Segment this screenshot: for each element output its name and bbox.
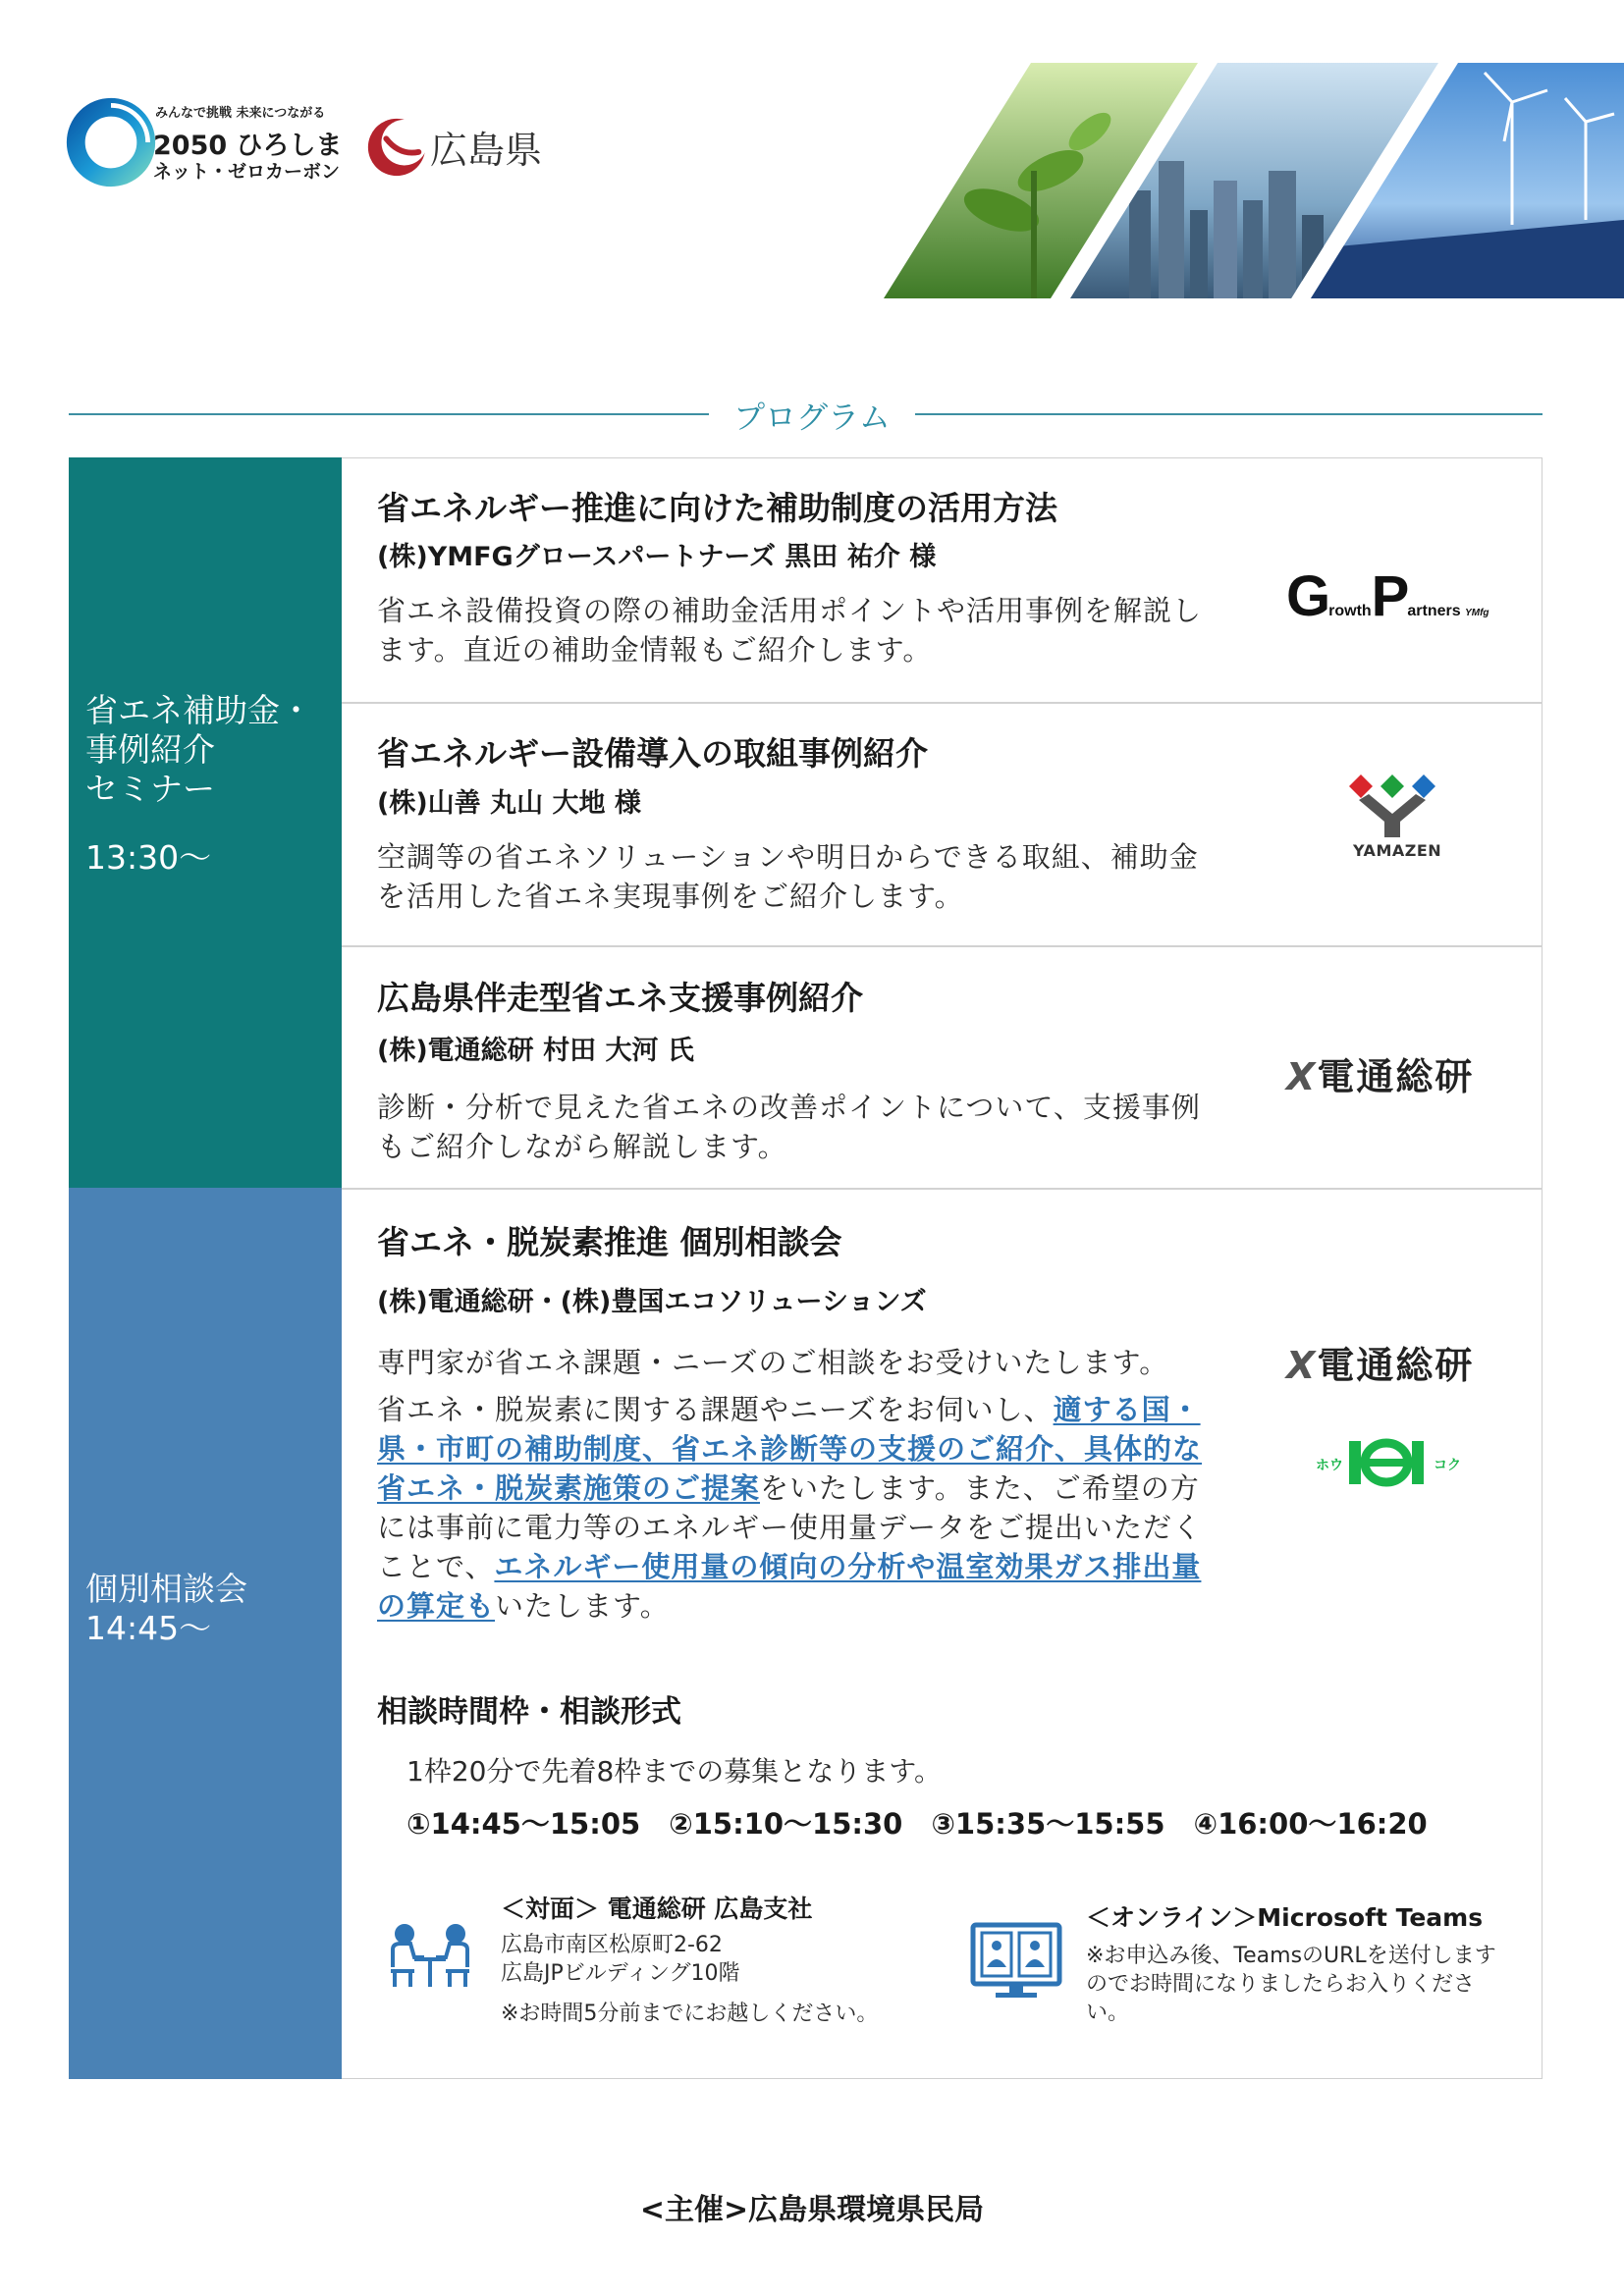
dentsu-soken-logo: X電通総研 [1286,1055,1475,1098]
seminar-start-time: 13:30〜 [85,838,212,877]
session-3-description: 診断・分析で見えた省エネの改善ポイントについて、支援事例もご紹介しながら解説します。 [377,1091,1201,1163]
format-title: 相談時間枠・相談形式 [377,1694,681,1730]
format-note: 1枠20分で先着8枠までの募集となります。 [406,1755,943,1788]
hokoku-logo: ホウ コク [1316,1435,1473,1490]
session-2-description: 空調等の省エネソリューションや明日からできる取組、補助金を活用した省エネ実現事例をご紹介します。 [377,840,1199,913]
session-1-description: 省エネ設備投資の際の補助金活用ポイントや活用事例を解説します。直近の補助金情報もご紹介します。 [377,594,1203,667]
row-divider [342,945,1543,947]
growth-partners-logo: GrowthPartners YMfg [1286,564,1489,628]
dentsu-x-icon: X [1286,1055,1316,1098]
organizer: <主催>広島県環境県民局 [639,2193,985,2227]
net-zero-carbon-logo-mark [65,96,157,188]
prefecture-name: 広島県 [430,129,543,172]
consultation-band [69,1188,342,2079]
logo-main-text: 2050 ひろしま [153,131,343,161]
session-3-title: 広島県伴走型省エネ支援事例紹介 [377,979,863,1017]
consultation-description-1: 専門家が省エネ課題・ニーズのご相談をお受けいたします。 [377,1346,1169,1379]
consultation-start-time: 14:45〜 [85,1609,212,1647]
yamazen-logo-mark [1347,771,1437,839]
consultation-description-2: 省エネ・脱炭素に関する課題やニーズをお伺いし、適する国・県・市町の補助制度、省エネ診断等の支援のご紹介、具体的な省エネ・脱炭素施策のご提案をいたします。また、ご希望の方には事前に電力等のエネルギー使用量データをご提出いただくことで、エネルギー使用量の傾向の分析や温室効果ガス排出量の算定もいたします。 [377,1393,1203,1623]
in-person-address-line2: 広島JPビルディング10階 [501,1961,740,1986]
seminar-label-line3: セミナー [85,770,215,808]
session-2-title: 省エネルギー設備導入の取組事例紹介 [377,734,928,773]
consultation-companies: (株)電通総研・(株)豊国エコソリューションズ [377,1287,927,1317]
session-3-speaker: (株)電通総研 村田 大河 氏 [377,1036,694,1066]
dentsu-soken-logo: X電通総研 [1286,1344,1475,1387]
row-divider [342,1188,1543,1190]
consultation-label: 個別相談会 [85,1570,247,1608]
session-2-speaker: (株)山善 丸山 大地 様 [377,788,641,819]
online-note: ※お申込み後、TeamsのURLを送付しますのでお時間になりましたらお入りください。 [1086,1944,1496,2025]
in-person-title: ＜対面＞ 電通総研 広島支社 [501,1895,813,1923]
in-person-address-line1: 広島市南区松原町2-62 [501,1933,723,1957]
logo-sub-text: ネット・ゼロカーボン [153,161,341,183]
in-person-meeting-icon [385,1924,475,1991]
session-1-speaker: (株)YMFGグロースパートナーズ 黒田 祐介 様 [377,542,937,572]
seminar-label-line1: 省エネ補助金・ [85,691,312,729]
yamazen-logo-text: YAMAZEN [1353,841,1442,860]
time-slots: ①14:45〜15:05 ②15:10〜15:30 ③15:35〜15:55 ④16:00〜16:20 [406,1807,1428,1841]
seminar-band [69,457,342,1188]
seminar-label-line2: 事例紹介 [85,730,215,769]
in-person-note: ※お時間5分前までにお越しください。 [501,2002,879,2026]
section-title: プログラム [733,399,891,436]
hiroshima-prefecture-emblem-icon [363,114,430,181]
session-1-title: 省エネルギー推進に向けた補助制度の活用方法 [377,489,1057,527]
hokoku-logo-mark [1345,1437,1428,1488]
online-title: ＜オンライン＞Microsoft Teams [1086,1903,1484,1932]
row-divider [342,702,1543,704]
logo-tagline: みんなで挑戦 未来につながる [155,106,326,121]
hero-image [884,63,1624,298]
consultation-title: 省エネ・脱炭素推進 個別相談会 [377,1223,842,1261]
dentsu-x-icon: X [1286,1344,1316,1387]
in-person-address [501,1931,933,2028]
online-meeting-icon [970,1922,1062,2001]
